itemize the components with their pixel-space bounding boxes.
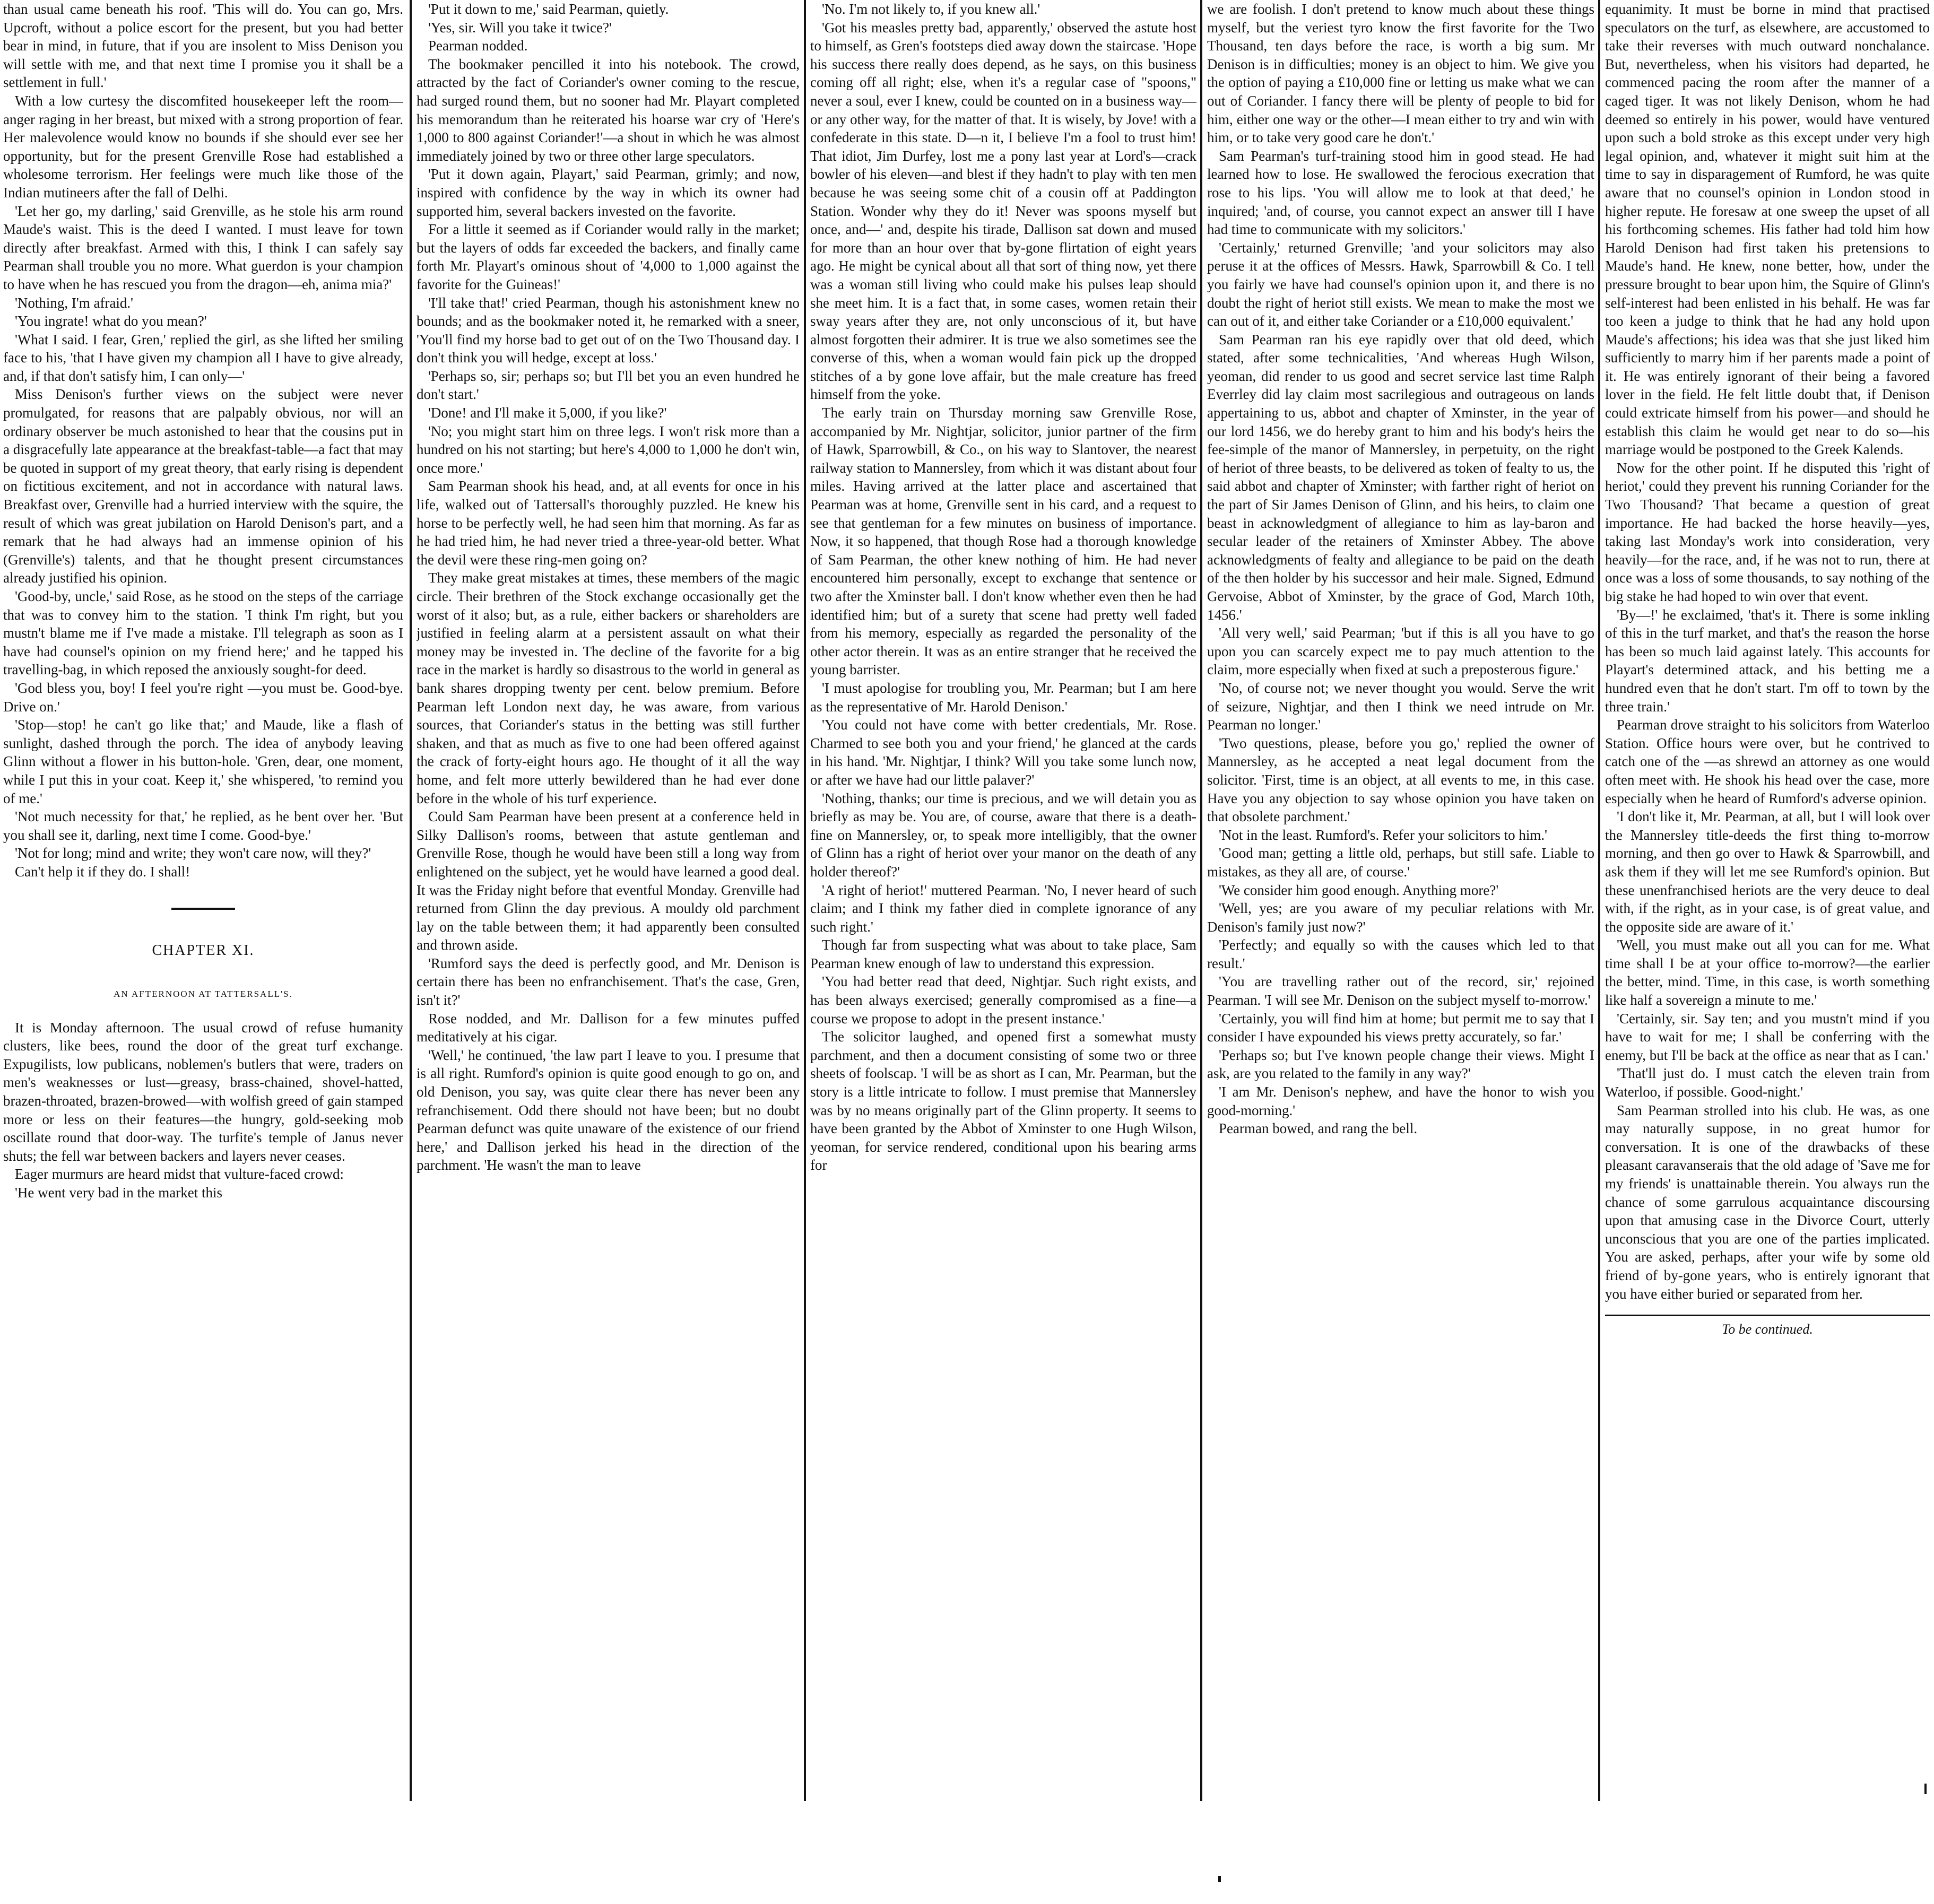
paragraph: 'Certainly, you will find him at home; but permit me to say that I consider I have expounded his views pretty accurately, so far.' <box>1207 1010 1594 1045</box>
paragraph: 'You had better read that deed, Nightjar. Such right exists, and has been always exercised; generally compromised as a fine—a course we propose to adopt in the present instance.' <box>810 973 1196 1027</box>
paragraph: 'Nothing, thanks; our time is precious, and we will detain you as briefly as may be. You are, of course, aware that there is a death-fine on Mannersley, or, to speak more intelligibly, that the owner of Glinn has a right of heriot over your manor on the death of any holder thereof?' <box>810 790 1196 880</box>
chapter-divider <box>171 908 235 910</box>
column-4 <box>1207 0 1594 1804</box>
paragraph: 'Done! and I'll make it 5,000, if you like?' <box>428 405 667 421</box>
paragraph: Pearman nodded. <box>428 38 528 54</box>
paragraph: 'I am Mr. Denison's nephew, and have the honor to wish you good-morning.' <box>1207 1084 1594 1118</box>
paragraph: The bookmaker pencilled it into his notebook. The crowd, attracted by the fact of Coriander's owner coming to the rescue, had surged round them, but no sooner had Mr. Playart completed his memorandum than he reiterated his hoarse war cry of 'Here's 1,000 to 800 against Coriander!'—a shout in which he was almost immediately joined by two or three other large speculators. <box>417 56 800 164</box>
paragraph: 'All very well,' said Pearman; 'but if this is all you have to go upon you can scarcely expect me to pay much attention to the claim, more especially when fixed at such a preposterous figure.' <box>1207 625 1594 678</box>
paragraph: Sam Pearman ran his eye rapidly over that old deed, which stated, after some technicalities, 'And whereas Hugh Wilson, yeoman, did render to us good and secret service last time Ralph Everrley did lay claim most sacrilegious and outrageous on lands appertaining to us, abbot and chapter of Xminster, in the year of our lord 1456, we do hereby grant to him and his body's heirs the fee-simple of the manor of Mannersley, in perpetuity, on the right of heriot of three beasts, to be delivered as token of fealty to us, the said abbot and chapter of Xminster; with farther right of heriot on the part of Sir James Denison of Glinn, and his heirs, to claim one beast in acknowledgment of allegiance to him as lay-baron and secular leader of the retainers of Xminster Abbey. The above acknowledgments of fealty and allegiance to be paid on the death of the then holder by his successor and heir male. Signed, Edmund Gervoise, Abbot of Xminster, by the grace of God, March 10th, 1456.' <box>1207 331 1594 623</box>
paragraph: 'That'll just do. I must catch the eleven train from Waterloo, if possible. Good-night.' <box>1605 1065 1930 1100</box>
paragraph: 'No. I'm not likely to, if you knew all.' <box>822 1 1040 17</box>
paragraph: 'Not in the least. Rumford's. Refer your solicitors to him.' <box>1219 827 1548 843</box>
end-divider <box>1605 1315 1930 1316</box>
paragraph: Now for the other point. If he disputed this 'right of heriot,' could they prevent his running Coriander for the Two Thousand? That became a question of great importance. He had backed the horse heavily—yes, taking last Monday's work into consideration, very heavily—for the race, and, if he was not to run, there at once was a loss of some thousands, to say nothing of the big stake he had hoped to win over that event. <box>1605 459 1930 604</box>
paragraph: 'Perfectly; and equally so with the causes which led to that result.' <box>1207 937 1594 971</box>
paragraph: 'I don't like it, Mr. Pearman, at all, but I will look over the Mannersley title-deeds the first thing to-morrow morning, and then go over to Hawk & Sparrowbill, and ask them if they will let me see Rumford's opinion. But these unenfranchised heriots are the very deuce to deal with, if the right, as in your case, is of great value, and the opposite side are aware of it.' <box>1605 808 1930 935</box>
paragraph: Sam Pearman shook his head, and, at all events for once in his life, walked out of Tattersall's thoroughly puzzled. He knew his horse to be perfectly well, he had seen him that morning. As far as he had tried him, he had never tried a three-year-old better. What the devil were these ring-men going on? <box>417 478 800 568</box>
paragraph: Sam Pearman strolled into his club. He was, as one may naturally suppose, in no great humor for conversation. It is one of the drawbacks of these pleasant caravanserais that the old adage of 'Save me for my friends' is unattainable therein. You always run the chance of some garrulous acquaintance discoursing upon that amusing case in the Divorce Court, utterly unconscious that you are one of the parties implicated. You are asked, perhaps, after your wife by some old friend of by-gone years, who is entirely ignorant that you have either buried or separated from her. <box>1605 1102 1930 1302</box>
paragraph: 'A right of heriot!' muttered Pearman. 'No, I never heard of such claim; and I think my father died in complete ignorance of any such right.' <box>810 882 1196 935</box>
paragraph: Could Sam Pearman have been present at a conference held in Silky Dallison's rooms, between that astute gentleman and Grenville Rose, though he would have been still a long way from enlightened on the subject, yet he would have learned a good deal. It was the Friday night before that eventful Monday. Grenville had returned from Glinn the day previous. A mouldy old parchment lay on the table between them; it had apparently been consulted and thrown aside. <box>417 808 800 953</box>
paragraph: 'Rumford says the deed is perfectly good, and Mr. Denison is certain there has been no enfranchisement. That's the case, Gren, isn't it?' <box>417 955 800 1008</box>
paragraph: The solicitor laughed, and opened first a somewhat musty parchment, and then a document consisting of some two or three sheets of foolscap. 'I will be as short as I can, Mr. Pearman, but the story is a little intricate to follow. I must premise that Mannersley was by no means originally part of the Glinn property. It seems to have been granted by the Abbot of Xminster to one Hugh Wilson, yeoman, for service rendered, conditional upon his bearing arms for <box>810 1029 1196 1173</box>
paragraph: 'Well,' he continued, 'the law part I leave to you. I presume that is all right. Rumford's opinion is quite good enough to go on, and old Denison, you say, was quite clear there has never been any refranchisement. Odd there should not have been; but no doubt Pearman defunct was quite unaware of the existence of our friend here,' and Dallison jerked his head in the direction of the parchment. 'He wasn't the man to leave <box>417 1047 800 1173</box>
paragraph: 'Well, yes; are you aware of my peculiar relations with Mr. Denison's family just now?' <box>1207 900 1594 935</box>
paragraph: For a little it seemed as if Coriander would rally in the market; but the layers of odds far exceeded the backers, and finally came forth Mr. Playart's ominous shout of '4,000 to 1,000 against the favorite for the Guineas!' <box>417 221 800 292</box>
paragraph: 'We consider him good enough. Anything more?' <box>1219 882 1499 898</box>
column-5 <box>1605 0 1930 1804</box>
paragraph: Pearman drove straight to his solicitors from Waterloo Station. Office hours were over, but he contrived to catch one of the —as shrewd an attorney as one would often meet with. He shook his head over the case, more especially when he heard of Rumford's adverse opinion. <box>1605 717 1930 806</box>
paragraph: 'Got his measles pretty bad, apparently,' observed the astute host to himself, as Gren's footsteps died away down the staircase. 'Hope his success there really does depend, as he says, on this business coming off all right; else, when it's a regular case of "spoons," never a soul, ever I knew, could be counted on in a business way—or any other way, for the matter of that. It is wisely, by Jove! with a confederate in this state. D—n it, I believe I'm a fool to trust him! That idiot, Jim Durfey, lost me a pony last year at Lord's—crack bowler of his eleven—and blest if they hadn't to play with ten men because he was seeing some chit of a cousin off at Paddington Station. Wonder why they do it! Never was spoons myself but once, and—' and, despite his tirade, Dallison sat down and mused for more than an hour over that by-gone flirtation of eight years ago. He might be cynical about all that sort of thing now, yet there was a woman still living who could make his pulses leap should she meet him. It is a fact that, in some cases, women retain their sway years after they are, not only unconscious of it, but have almost forgotten their admirer. It is true we also sometimes see the converse of this, when a woman would fain pick up the dropped stitches of a by gone love affair, but the male creature has freed himself from the yoke. <box>810 19 1196 403</box>
paragraph: than usual came beneath his roof. 'This will do. You can go, Mrs. Upcroft, without a police escort for the present, but you had better bear in mind, in future, that if you are insolent to Miss Denison you will settle with me, and that next time I promise you it shall be a settlement in full.' <box>3 1 403 91</box>
paragraph: 'God bless you, boy! I feel you're right —you must be. Good-bye. Drive on.' <box>3 680 403 715</box>
paragraph: Though far from suspecting what was about to take place, Sam Pearman knew enough of law to understand this expression. <box>810 937 1196 971</box>
paragraph: 'Not much necessity for that,' he replied, as he bent over her. 'But you shall see it, darling, next time I come. Good-bye.' <box>3 808 403 843</box>
paragraph: 'Certainly, sir. Say ten; and you mustn't mind if you have to wait for me; I shall be conferring with the enemy, but I'll be back at the office as near that as I can.' <box>1605 1010 1930 1063</box>
paragraph: 'Two questions, please, before you go,' replied the owner of Mannersley, as he accepted a neat legal document from the solicitor. 'First, time is an object, at all events to me, in this case. Have you any objection to say whose opinion you have taken on that obsolete parchment.' <box>1207 735 1594 825</box>
paragraph: 'You ingrate! what do you mean?' <box>15 313 207 329</box>
paragraph: Pearman bowed, and rang the bell. <box>1219 1120 1418 1137</box>
paragraph: 'No; you might start him on three legs. I won't risk more than a hundred on his not starting; but here's 4,000 to 1,000 he don't win, once more.' <box>417 423 800 476</box>
paragraph: 'Nothing, I'm afraid.' <box>15 294 134 311</box>
column-rule <box>1200 0 1202 1801</box>
paragraph: 'By—!' he exclaimed, 'that's it. There is some inkling of this in the turf market, and that's the reason the horse has been so much laid against lately. This accounts for Playart's determined attack, and his betting me a hundred even that he don't start. I'm off to town by the three train.' <box>1605 606 1930 715</box>
paragraph: With a low curtesy the discomfited housekeeper left the room—anger raging in her breast, but mixed with a strong proportion of fear. Her malevolence would know no bounds if she should ever see her opportunity, but for the present Grenville Rose had established a wholesome terrorism. Her feelings were much like those of the Indian mutineers after the fall of Delhi. <box>3 92 403 201</box>
paragraph: Miss Denison's further views on the subject were never promulgated, for reasons that are palpably obvious, nor will an ordinary observer be much astonished to hear that the cousins put in a disgracefully late appearance at the breakfast-table—a fact that may be quoted in support of my great theory, that early rising is dependent on fictitious excitement, and not in accordance with natural laws. Breakfast over, Grenville had a hurried interview with the squire, the result of which was great jubilation on Harold Denison's part, and a remark that he had always had an immense opinion of his (Grenville's) talents, and that he thought present circumstances already justified his opinion. <box>3 386 403 586</box>
paragraph: 'I'll take that!' cried Pearman, though his astonishment knew no bounds; and as the bookmaker noted it, he remarked with a sneer, 'You'll find my horse bad to get out of on the Two Thousand day. I don't think you will hedge, except at loss.' <box>417 294 800 366</box>
paragraph: 'You are travelling rather out of the record, sir,' rejoined Pearman. 'I will see Mr. Denison on the subject myself to-morrow.' <box>1207 973 1594 1008</box>
column-rule <box>804 0 806 1801</box>
paragraph: Sam Pearman's turf-training stood him in good stead. He had learned how to lose. He swallowed the ferocious execration that rose to his lips. 'You will allow me to look at that deed,' he inquired; 'and, of course, you cannot expect an answer till I have had time to communicate with my solicitors.' <box>1207 147 1594 238</box>
paragraph: 'Well, you must make out all you can for me. What time shall I be at your office to-morrow?—the earlier the better, mind. Time, in this case, is worth something like half a sovereign a minute to me.' <box>1605 937 1930 1008</box>
paragraph: we are foolish. I don't pretend to know much about these things myself, but the veriest tyro know the first favorite for the Two Thousand, ten days before the race, is worth a big sum. Mr Denison is in difficulties; money is an object to him. We give you the option of paying a £10,000 fine or letting us make what we can out of Coriander. I fancy there will be plenty of people to bid for him, either one way or the other—I mean either to try and win with him, or to take very good care he don't.' <box>1207 1 1594 146</box>
paragraph: 'Let her go, my darling,' said Grenville, as he stole his arm round Maude's waist. This is the deed I wanted. I must leave for town directly after breakfast. Armed with this, I think I can safely say Pearman shall trouble you no more. What guerdon is your champion to have when he has rescued you from the dragon—eh, anima mia?' <box>3 203 403 292</box>
column-rule <box>410 0 412 1801</box>
chapter-heading: CHAPTER XI. <box>152 942 255 959</box>
paragraph: 'Certainly,' returned Grenville; 'and your solicitors may also peruse it at the offices of Messrs. Hawk, Sparrowbill & Co. I tell you fairly we have had counsel's opinion upon it, and there is no doubt the right of heriot still exists. We mean to make the most we can out of it, and either take Coriander or a £10,000 equivalent.' <box>1207 239 1594 329</box>
paragraph: 'Perhaps so; but I've known people change their views. Might I ask, are you related to the family in any way?' <box>1207 1047 1594 1082</box>
paragraph: They make great mistakes at times, these members of the magic circle. Their brethren of the Stock exchange occasionally get the worst of it also; but, as a rule, either backers or shareholders are justified in feeling alarm at a persistent assault on what their money may be invested in. The decline of the favorite for a big race in the market is hardly so disastrous to the world in general as bank shares dropping twenty per cent. below premium. Before Pearman left London next day, he was aware, from various sources, that Coriander's status in the betting was still further shaken, and that as much as five to one had been offered against the crack of forty-eight hours ago. He thought of it all the way home, and felt more utterly bewildered than he had ever done before in the whole of his turf experience. <box>417 570 800 806</box>
column-1 <box>3 0 403 1804</box>
continued-note: To be continued. <box>1722 1322 1813 1337</box>
paragraph: 'Good man; getting a little old, perhaps, but still safe. Liable to mistakes, as they all are, of course.' <box>1207 845 1594 880</box>
chapter-subtitle: AN AFTERNOON AT TATTERSALL'S. <box>114 989 293 999</box>
paragraph: It is Monday afternoon. The usual crowd of refuse humanity clusters, like bees, round the door of the great turf exchange. Expugilists, low publicans, noblemen's butlers that were, traders on men's weaknesses or lust—greasy, brass-chained, shovel-hatted, brazen-throated, brazen-browed—with wolfish greed of gain stamped more or less on their features—the hungry, gold-seeking mob oscillate round that door-way. The turfite's temple of Janus never shuts; the fell war between backers and layers never ceases. <box>3 1019 403 1164</box>
paragraph: Eager murmurs are heard midst that vulture-faced crowd: <box>15 1166 344 1183</box>
column-2 <box>417 0 800 1804</box>
print-speck <box>1924 1784 1927 1794</box>
paragraph: 'Good-by, uncle,' said Rose, as he stood on the steps of the carriage that was to convey him to the station. 'I think I'm right, but you mustn't blame me if I've made a mistake. I'll telegraph as soon as I have had counsel's opinion on my friend here;' and he tapped his travelling-bag, in which reposed the anxiously sought-for deed. <box>3 588 403 678</box>
column-rule <box>1598 0 1600 1801</box>
paragraph: 'Put it down again, Playart,' said Pearman, grimly; and now, inspired with confidence by the way in which its owner had supported him, several backers invested on the favorite. <box>417 166 800 219</box>
paragraph: 'What I said. I fear, Gren,' replied the girl, as she lifted her smiling face to his, 'that I have given my champion all I have to give already, and, if that don't satisfy him, I can only—' <box>3 331 403 384</box>
paragraph: The early train on Thursday morning saw Grenville Rose, accompanied by Mr. Nightjar, solicitor, junior partner of the firm of Hawk, Sparrowbill, & Co., on his way to Slantover, the nearest railway station to Mannersley, from which it was distant about four miles. Having arrived at the latter place and ascertained that Pearman was at home, Grenville sent in his card, and a request to see that gentleman for a few minutes on business of importance. Now, it so happened, that though Rose had a thorough knowledge of Sam Pearman, the other knew nothing of him. He had never encountered him personally, except to exchange that sentence or two after the Xminster ball. I don't know whether even then he had identified him; but of a surety that scene had pretty well faded from his memory, especially as regarded the personality of the other actor therein. It was as an entire stranger that he received the young barrister. <box>810 405 1196 678</box>
paragraph: 'He went very bad in the market this <box>15 1185 222 1201</box>
paragraph: equanimity. It must be borne in mind that practised speculators on the turf, as elsewhere, are accustomed to take their reverses with much outward nonchalance. But, nevertheless, when his visitors had departed, he commenced pacing the room after the manner of a caged tiger. It was not likely Denison, whom he had deemed so entirely in his power, would have ventured upon such a bold stroke as this except under very high legal opinion, and, whatever it might suit him at the time to say in disparagement of Rumford, he was quite aware that no counsel's opinion in London stood in higher repute. He foresaw at one sweep the upset of all his forthcoming schemes. His father had told him how Harold Denison had first taken his pretensions to Maude's hand. He knew, none better, how, under the pressure brought to bear upon him, the Squire of Glinn's self-interest had been enlisted in his behalf. He was far too keen a judge to think that he had any hold upon Maude's affections; his idea was that she just liked him sufficiently to marry him if her parents made a point of it. He was entirely ignorant of their being a favored lover in the field. He felt little doubt that, if Denison could extricate himself from his power—and should he establish this claim he would get near to do so—his marriage would be postponed to the Greek Kalends. <box>1605 1 1930 458</box>
print-speck <box>1218 1876 1221 1882</box>
paragraph: Rose nodded, and Mr. Dallison for a few minutes puffed meditatively at his cigar. <box>417 1010 800 1045</box>
paragraph: 'Stop—stop! he can't go like that;' and Maude, like a flash of sunlight, dashed through the porch. The idea of anybody leaving Glinn without a flower in his button-hole. 'Gren, dear, one moment, while I put this in your coat. Keep it,' she whispered, 'to remind you of me.' <box>3 717 403 806</box>
paragraph: Can't help it if they do. I shall! <box>15 863 190 880</box>
paragraph: 'No, of course not; we never thought you would. Serve the writ of seizure, Nightjar, and then I think we need intrude on Mr. Pearman no longer.' <box>1207 680 1594 733</box>
paragraph: 'Perhaps so, sir; perhaps so; but I'll bet you an even hundred he don't start.' <box>417 368 800 403</box>
paragraph: 'Put it down to me,' said Pearman, quietly. <box>428 1 669 17</box>
paragraph: 'You could not have come with better credentials, Mr. Rose. Charmed to see both you and your friend,' he glanced at the cards in his hand. 'Mr. Nightjar, I think? Will you take some lunch now, or after we have had our little palaver?' <box>810 717 1196 788</box>
chapter-body <box>3 1019 403 1202</box>
paragraph: 'I must apologise for troubling you, Mr. Pearman; but I am here as the representative of Mr. Harold Denison.' <box>810 680 1196 715</box>
column-1-body <box>3 0 403 881</box>
column-3 <box>810 0 1196 1804</box>
paragraph: 'Yes, sir. Will you take it twice?' <box>428 19 612 36</box>
paragraph: 'Not for long; mind and write; they won't care now, will they?' <box>15 845 371 862</box>
